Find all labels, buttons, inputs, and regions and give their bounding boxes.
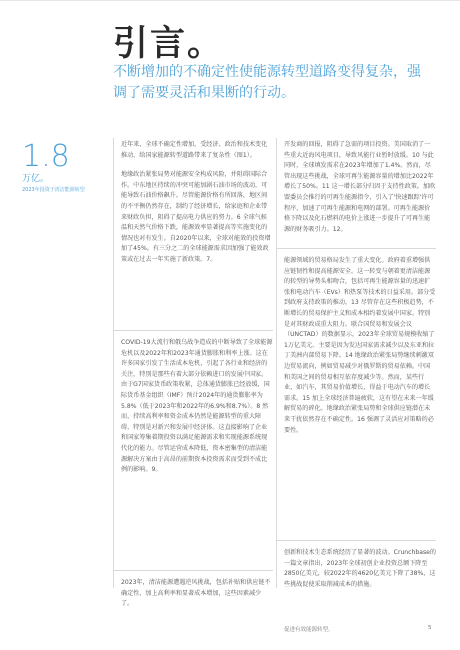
column-left-lower [121, 338, 273, 485]
stat-unit: 万亿。 [22, 174, 50, 184]
section-rule [276, 540, 436, 541]
footer-text: 促进有效能源转型。 [284, 627, 334, 633]
column-left [121, 140, 273, 275]
stat-caption: 2023年投资于清洁能源转型 [22, 187, 85, 193]
section-rule [276, 248, 436, 249]
column-divider-middle [276, 138, 277, 588]
paragraph: 创新和技术生态系统经历了显著的波动。Crunchbase的一篇文章指出，2023年全球初创企业投资总额下降至2850亿美元，较2022年的4620亿美元下降了38%，这些挑战促使采取削减成本的措施。 [284, 549, 437, 588]
stat-number: 1.8 [22, 139, 70, 174]
paragraph: COVID-19大流行和俄乌战争造成的中断导致了全球能源危机以及2022年和2023年通货膨胀和利率上涨。这在许多国家引发了生活成本危机，引起了各行业和经济的关注，特别是那些有着大部分依赖进口的发展中国家。由于G7国家货币政策收紧，总体通货膨胀已经放缓，国际货币基金组织（IMF）预计2024年的通货膨胀率为5.8%（低于2023年和2022年的6.9%和8.7%）。8 然而，持续高利率和资金成本仍然是能源转型的重大障碍，特别是对新兴和发展中经济体。这直接影响了企业和国家筹集着期投资以满足能源需求和实现能源系统现代化的能力。尽管运营成本降低，资本密集型的清洁能源解决方案由于高昂的前期资本投资需求而受到不成比例的影响。9。 [121, 339, 273, 474]
section-rule [113, 330, 273, 331]
page-title: 引言。 [113, 24, 225, 64]
column-right [284, 140, 436, 244]
paragraph: 开发商的回报，阻碍了急需的项目投资。美国取消了一些重大近海风电项目，导致风能行业暂时放缓。10 与此同时，全球填发需求在2023年增加了1.4%。然而，尽管出现这些挑战，全球可再生能源容量的增加比2022年增长了50%。11 这一增长部分归因于支持性政策。加欧盟委员会推行的可再生能源指令，引入了'快速跟踪'许可程序，加速了可再生能源和电网的部署。可再生能源价格下降以及化石燃料的电价上涨进一步提升了可再生能源的财务吸引力。12。 [284, 141, 436, 233]
top-rule [0, 0, 460, 1]
section-rule [113, 570, 273, 571]
page-subtitle: 不断增加的不确定性使能源转型道路变得复杂，强调了需要灵活和果断的行动。 [113, 64, 421, 101]
page-number: 5 [428, 625, 432, 631]
paragraph: 2023年，清洁能源遭遇逆风挑战，包括补贴和供应链不确定性、加上高利率和显著成本增加，这些因素减少了。 [121, 579, 271, 608]
column-divider-left [113, 138, 114, 588]
column-right-lower [284, 256, 436, 445]
stat-callout [22, 139, 108, 194]
paragraph: 能源领域的贸易格局发生了重大变化。政府着重增强供应链韧性和提高能源安全。这一转变与朝着更清洁能源的转型的导势头相吻合，包括可再生能源容量的迅速扩张和电动汽车（EVs）和热泵等技术的日益采用。部分受到政府支持政策的推动。13 尽管存在这些积极趋势，不断增长的贸易保护主义和成本相约着发展中国家。特别是对其财政成重大阻力。联合国贸易和发展会议（UNCTAD）的数据显示，2023年全球贸易规模收缩了1万亿美元。主要是因为发达国家需求减少以及东亚和拉丁美洲内部贸易下降。14 地缘政治紧张局势继续刺激双边贸易流向，例如贸易减少对俄罗斯的贸易依赖。中国和美国之间的贸易相互依存度减少等。然而，某些行业，如汽车，其贸易价值增长，得益于电动汽车的增长需求。15 加上全球经济普遍疲软，这有望在未来一年缓解贸易的碎化。地缘政治紧张局势和全球供应链潜在未来干扰依然存在不确定性。16 强调了灵活应对策略的必要性。 [284, 257, 436, 434]
column-left-bottom [121, 578, 273, 619]
paragraph: 近年来，全球不确定性增加，受经济、政治和技术变化推动，给国家能源转型道路带来了复杂性（图1）。 [121, 141, 268, 159]
column-right-bottom [284, 548, 436, 599]
paragraph: 地缘政治紧张局势对能源安全构成风险，并阻碍国际合作。中东地区持续的冲突可能加剧石油市场的波动，可能导致石油价格飙升。尽管能源价格有所回落，地区间的不平衡仍然存在，制约了经济增长，给家庭和企业带来财政负担，阻碍了提高电力供应的努力。6 全球气候温和天然气价格下跌，能源效率显著提高等实施变化的情况也对有发生。自2020年以来，全球对能效的投资增加了45%。有三分之二的全球能源需求因加强了能效政策或在过去一年实施了新政策。7。 [121, 171, 271, 263]
